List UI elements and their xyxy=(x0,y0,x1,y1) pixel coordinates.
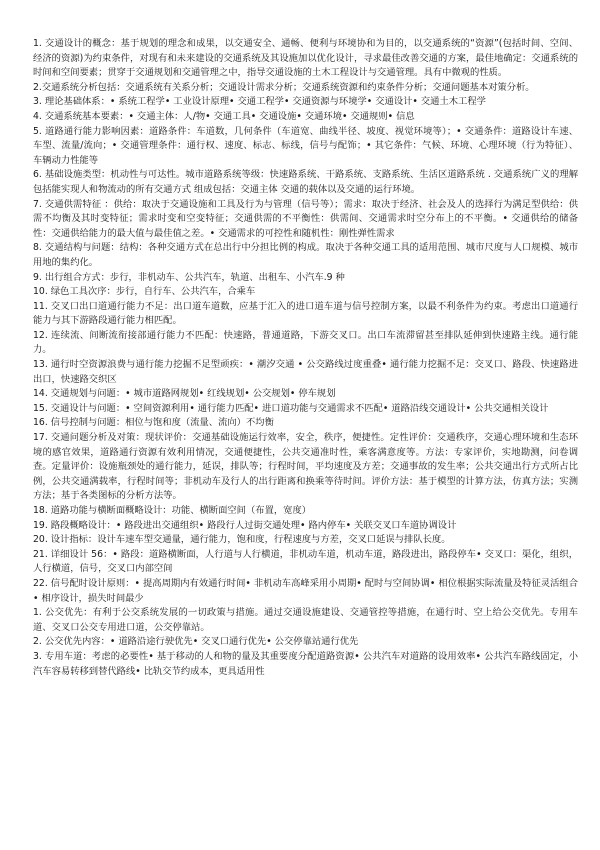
paragraph-11: 11. 交叉口出口道通行能力不足：出口道车道数，应基于汇入的进口道车道与信号控制方案，以最不利条件为约束。考虑出口道通行能力与其下游路段通行能力相匹配。 xyxy=(33,300,578,327)
paragraph-20: 20. 设计指标：设计车速车型交通量，通行能力，饱和度，行程速度与方差，交叉口延误与排队长度。 xyxy=(33,534,451,546)
paragraph-19: 19. 路段概略设计：• 路段进出交通组织• 路段行人过街交通处理• 路内停车• 关联交叉口车道协调设计 xyxy=(33,519,457,531)
paragraph-9: 9. 出行组合方式：步行，非机动车、公共汽车，轨道、出租车、小汽车.9 种 xyxy=(33,271,345,283)
paragraph-16: 16. 信号控制与问题：相位与饱和度（流量、流向）不均衡 xyxy=(33,417,274,429)
paragraph-12: 12. 连续流、间断流衔接部通行能力不匹配：快速路，普通道路，下游交叉口。出口车流滞留甚至排队延伸到快速路主线。通行能力。 xyxy=(33,329,578,356)
paragraph-2: 2.交通系统分析包括：交通系统有关系分析；交通设计需求分析；交通系统资源和约束条件分析；交通问题基本对策分析。 xyxy=(33,81,535,93)
paragraph-1: 1. 交通设计的概念：基于规划的理念和成果，以交通安全、通畅、便利与环境协和为目的，以交通系统的“资源”(包括时间、空间、经济的资源)为约束条件，对现有和未来建设的交通系统及其设施加以优化设计，寻求最佳改善交通的方案，最佳地确定：交通系统的时间和空间要素；贯穿于交通规划和交通管理之中，指导交通设施的土木工程设计与交通管理。具有中微观的性质。 xyxy=(33,38,578,79)
paragraph-6: 6. 基础设施类型：机动性与可达性。城市道路系统等级：快速路系统、干路系统、支路系统、生活区道路系统 . 交通系统广义的理解包括能实现人和物流动的所有交通方式 组成包括：交通主体 交通的载体以及交通的运行环境。 xyxy=(33,169,578,195)
paragraph-4: 4. 交通系统基本要素：• 交通主体：人/物• 交通工具• 交通设施• 交通环境• 交通规则• 信息 xyxy=(33,110,415,122)
paragraph-22: 22. 信号配时设计原则：• 提高周期内有效通行时间• 非机动车高峰采用小周期• 配时与空间协调• 相位根据实际流量及特征灵活组合• 相序设计，损失时间最少 xyxy=(33,577,578,604)
paragraph-21: 21. 详细设计 56：• 路段：道路横断面，人行道与人行横道，非机动车道，机动车道，路段进出，路段停车• 交叉口：渠化，组织，人行横道，信号，交叉口内部空间 xyxy=(33,548,578,575)
paragraph-15: 15. 交通设计与问题：• 空间资源利用• 通行能力匹配• 进口道功能与交通需求不匹配• 道路沿线交通设计• 公共交通相关设计 xyxy=(33,402,549,414)
paragraph-10: 10. 绿色工具次序：步行，自行车、公共汽车，合乘车 xyxy=(33,286,256,298)
paragraph-3: 3. 理论基础体系：• 系统工程学• 工业设计原理• 交通工程学• 交通资源与环境学• 交通设计• 交通土木工程学 xyxy=(33,96,486,108)
paragraph-14: 14. 交通规划与问题：• 城市道路网规划• 红线规划• 公交规划• 停车规划 xyxy=(33,388,336,400)
paragraph-8: 8. 交通结构与问题：结构：各种交通方式在总出行中分担比例的构成。取决于各种交通工具的适用范围、城市尺度与人口规模、城市用地的集约化。 xyxy=(33,242,578,268)
paragraph-17: 17. 交通问题分析及对策：现状评价：交通基础设施运行效率，安全，秩序，便捷性。定性评价：交通秩序，交通心理环境和生态环境的感官效果，道路通行资源有效利用情况，交通便捷性，公共交通准时性，乘客满意度等。方法：专家评价，实地勘测，问卷调查。定量评价：设施瓶颈处的通行能力，延误，排队等；行程时间，平均速度及方差；交通事故的发生率；公共交通出行方式所占比例，公共交通满载率，行程时间等；非机动车及行人的出行距离和换乘等待时间。评价方法：基于模型的计算方法，仿真方法；实测方法；基于各类图标的分析方法等。 xyxy=(33,432,578,502)
paragraph-24: 2. 公交优先内容：• 道路沿途行驶优先• 交叉口通行优先• 公交停靠站通行优先 xyxy=(33,636,359,648)
paragraph-25: 3. 专用车道：考虑的必要性• 基于移动的人和物的量及其重要度分配道路资源• 公共汽车对道路的设用效率• 公共汽车路线固定，小汽车容易转移到替代路线• 比轨交节约成本，更具适用性 xyxy=(33,650,578,677)
paragraph-7: 7. 交通供需特征 ：供给：取决于交通设施和工具及行为与管理（信号等）；需求：取决于经济、社会及人的选择行为满足型供给：供需不均衡及其时变特征；需求时变和空变特征；交通供需的不平衡性：供需间、交通需求时空分布上的不平衡。• 交通供给的储备性：交通供给能力的最大值与最佳值之差。• 交通需求的可控性和随机性：刚性弹性需求 xyxy=(33,198,578,239)
paragraph-18: 18. 道路功能与横断面概略设计：功能、横断面空间（布置，宽度） xyxy=(33,505,312,516)
paragraph-23: 1. 公交优先：有利于公交系统发展的一切政策与措施。通过交通设施建设、交通管控等措施，在通行时、空上给公交优先。专用车道、交叉口公交专用进口道，公交停靠站。 xyxy=(33,607,578,633)
paragraph-5: 5. 道路通行能力影响因素：道路条件：车道数，几何条件（车道宽、曲线半径、坡度、视觉环境等）；• 交通条件：道路设计车速、车型、流量/流向；• 交通管理条件：通行权、速度、标志、标线，信号与配饰；• 其它条件：气候、环境、心理环境（行为特征）、车辆动力性能等 xyxy=(33,125,578,166)
paragraph-13: 13. 通行时空资源浪费与通行能力挖掘不足型顽疾：• 潮汐交通 • 公交路线过度重叠• 通行能力挖掘不足：交叉口、路段、快速路进出口，快速路交织区 xyxy=(33,359,578,385)
